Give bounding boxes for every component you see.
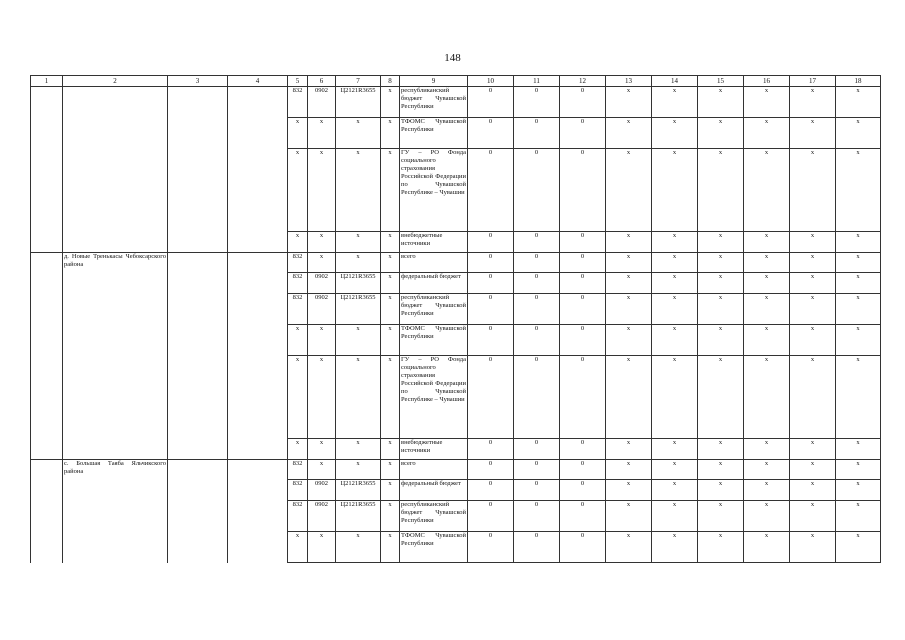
value-cell: 0 (560, 480, 606, 501)
col-4-cell (228, 118, 288, 149)
vr-cell: x (381, 87, 400, 118)
value-cell: x (744, 480, 790, 501)
value-cell: 0 (468, 439, 514, 460)
value-cell: x (836, 460, 881, 480)
value-cell: x (652, 232, 698, 253)
col-4-cell (228, 232, 288, 253)
object-name-cell (63, 273, 168, 294)
object-name-cell (63, 232, 168, 253)
header-col-15: 15 (698, 76, 744, 87)
value-cell: 0 (514, 356, 560, 439)
value-cell: x (744, 273, 790, 294)
table-body (31, 87, 881, 563)
col-3-cell (168, 253, 228, 273)
value-cell: 0 (468, 356, 514, 439)
funding-source-cell: республиканский бюджет Чувашской Республики (400, 87, 468, 118)
value-cell: x (606, 232, 652, 253)
header-col-6: 6 (308, 76, 336, 87)
table-row (31, 325, 881, 356)
col-1-cell (31, 232, 63, 253)
value-cell: 0 (560, 501, 606, 532)
funding-source-cell: внебюджетные источники (400, 232, 468, 253)
col-1-cell (31, 294, 63, 325)
value-cell: 0 (468, 87, 514, 118)
value-cell: x (606, 294, 652, 325)
value-cell: 0 (468, 532, 514, 563)
value-cell: x (790, 532, 836, 563)
col-3-cell (168, 439, 228, 460)
vr-cell: x (381, 480, 400, 501)
rzpr-cell: x (308, 325, 336, 356)
col-1-cell (31, 273, 63, 294)
value-cell: x (836, 325, 881, 356)
value-cell: x (790, 87, 836, 118)
header-col-13: 13 (606, 76, 652, 87)
value-cell: x (698, 460, 744, 480)
value-cell: 0 (514, 149, 560, 232)
grbs-cell: 832 (288, 460, 308, 480)
funding-source-cell: ТФОМС Чувашской Республики (400, 118, 468, 149)
value-cell: x (790, 439, 836, 460)
value-cell: x (652, 460, 698, 480)
value-cell: 0 (560, 118, 606, 149)
value-cell: x (606, 480, 652, 501)
value-cell: 0 (468, 118, 514, 149)
funding-source-cell: федеральный бюджет (400, 273, 468, 294)
header-col-5: 5 (288, 76, 308, 87)
header-col-2: 2 (63, 76, 168, 87)
vr-cell: x (381, 118, 400, 149)
value-cell: x (744, 501, 790, 532)
col-1-cell (31, 325, 63, 356)
table-row (31, 501, 881, 532)
value-cell: x (790, 232, 836, 253)
col-3-cell (168, 118, 228, 149)
funding-source-cell: ТФОМС Чувашской Республики (400, 532, 468, 563)
value-cell: 0 (560, 253, 606, 273)
value-cell: x (606, 149, 652, 232)
value-cell: 0 (514, 294, 560, 325)
funding-source-cell: федеральный бюджет (400, 480, 468, 501)
col-4-cell (228, 273, 288, 294)
value-cell: x (744, 87, 790, 118)
object-name-cell (63, 439, 168, 460)
value-cell: x (698, 232, 744, 253)
value-cell: x (698, 294, 744, 325)
table-row (31, 439, 881, 460)
funding-source-cell: внебюджетные источники (400, 439, 468, 460)
col-3-cell (168, 501, 228, 532)
rzpr-cell: x (308, 118, 336, 149)
rzpr-cell: x (308, 439, 336, 460)
value-cell: x (652, 532, 698, 563)
value-cell: x (836, 356, 881, 439)
vr-cell: x (381, 253, 400, 273)
value-cell: 0 (468, 480, 514, 501)
vr-cell: x (381, 273, 400, 294)
value-cell: x (652, 356, 698, 439)
value-cell: x (744, 439, 790, 460)
csr-cell: Ц2121R3655 (336, 294, 381, 325)
rzpr-cell: 0902 (308, 87, 336, 118)
value-cell: x (744, 118, 790, 149)
table-row (31, 460, 881, 480)
value-cell: x (744, 460, 790, 480)
grbs-cell: 832 (288, 273, 308, 294)
grbs-cell: x (288, 232, 308, 253)
object-name-cell (63, 118, 168, 149)
object-name-cell (63, 480, 168, 501)
value-cell: 0 (560, 87, 606, 118)
col-3-cell (168, 149, 228, 232)
vr-cell: x (381, 232, 400, 253)
header-col-3: 3 (168, 76, 228, 87)
col-3-cell (168, 356, 228, 439)
header-col-9: 9 (400, 76, 468, 87)
value-cell: x (606, 87, 652, 118)
csr-cell: Ц2121R3655 (336, 501, 381, 532)
value-cell: x (698, 87, 744, 118)
col-4-cell (228, 460, 288, 480)
value-cell: x (836, 87, 881, 118)
value-cell: x (652, 480, 698, 501)
csr-cell: x (336, 149, 381, 232)
table-row (31, 532, 881, 563)
col-1-cell (31, 480, 63, 501)
value-cell: x (790, 149, 836, 232)
value-cell: 0 (468, 273, 514, 294)
grbs-cell: x (288, 532, 308, 563)
col-1-cell (31, 439, 63, 460)
value-cell: x (836, 501, 881, 532)
value-cell: x (606, 325, 652, 356)
table-row (31, 87, 881, 118)
object-name-cell (63, 356, 168, 439)
value-cell: 0 (468, 149, 514, 232)
header-col-8: 8 (381, 76, 400, 87)
object-name-cell (63, 501, 168, 532)
value-cell: x (744, 325, 790, 356)
rzpr-cell: x (308, 253, 336, 273)
value-cell: x (698, 253, 744, 273)
value-cell: 0 (560, 325, 606, 356)
value-cell: 0 (514, 118, 560, 149)
value-cell: 0 (468, 253, 514, 273)
col-4-cell (228, 356, 288, 439)
value-cell: x (606, 460, 652, 480)
funding-source-cell: республиканский бюджет Чувашской Республики (400, 294, 468, 325)
vr-cell: x (381, 149, 400, 232)
value-cell: x (652, 325, 698, 356)
value-cell: 0 (514, 501, 560, 532)
col-4-cell (228, 149, 288, 232)
col-3-cell (168, 460, 228, 480)
value-cell: x (790, 273, 836, 294)
value-cell: x (836, 273, 881, 294)
value-cell: 0 (468, 325, 514, 356)
value-cell: 0 (514, 273, 560, 294)
col-4-cell (228, 480, 288, 501)
header-col-12: 12 (560, 76, 606, 87)
rzpr-cell: x (308, 356, 336, 439)
value-cell: 0 (560, 149, 606, 232)
value-cell: x (652, 87, 698, 118)
csr-cell: x (336, 253, 381, 273)
vr-cell: x (381, 460, 400, 480)
object-name-cell (63, 532, 168, 563)
value-cell: 0 (514, 532, 560, 563)
value-cell: 0 (468, 294, 514, 325)
value-cell: x (836, 149, 881, 232)
col-1-cell (31, 87, 63, 118)
table-row (31, 232, 881, 253)
object-name-cell (63, 294, 168, 325)
rzpr-cell: x (308, 232, 336, 253)
rzpr-cell: x (308, 460, 336, 480)
rzpr-cell: 0902 (308, 294, 336, 325)
header-col-7: 7 (336, 76, 381, 87)
value-cell: 0 (560, 532, 606, 563)
object-name-cell (63, 87, 168, 118)
csr-cell: x (336, 439, 381, 460)
value-cell: x (790, 118, 836, 149)
header-row (31, 76, 881, 87)
vr-cell: x (381, 356, 400, 439)
object-name-cell: д. Новые Тренькасы Чебоксарского района (63, 253, 168, 273)
header-col-16: 16 (744, 76, 790, 87)
grbs-cell: x (288, 325, 308, 356)
csr-cell: x (336, 532, 381, 563)
value-cell: x (836, 532, 881, 563)
value-cell: 0 (514, 480, 560, 501)
value-cell: x (744, 356, 790, 439)
grbs-cell: 832 (288, 253, 308, 273)
table-row (31, 273, 881, 294)
header-col-1: 1 (31, 76, 63, 87)
value-cell: x (836, 232, 881, 253)
value-cell: 0 (514, 232, 560, 253)
value-cell: x (698, 439, 744, 460)
value-cell: x (836, 118, 881, 149)
table-row (31, 149, 881, 232)
csr-cell: x (336, 460, 381, 480)
value-cell: x (698, 273, 744, 294)
csr-cell: x (336, 325, 381, 356)
value-cell: x (744, 294, 790, 325)
rzpr-cell: x (308, 149, 336, 232)
value-cell: x (698, 532, 744, 563)
rzpr-cell: 0902 (308, 480, 336, 501)
value-cell: x (698, 118, 744, 149)
col-1-cell (31, 149, 63, 232)
grbs-cell: 832 (288, 294, 308, 325)
value-cell: x (652, 149, 698, 232)
col-4-cell (228, 439, 288, 460)
value-cell: x (744, 253, 790, 273)
grbs-cell: x (288, 149, 308, 232)
col-1-cell (31, 356, 63, 439)
value-cell: x (790, 253, 836, 273)
value-cell: 0 (468, 232, 514, 253)
rzpr-cell: 0902 (308, 501, 336, 532)
col-4-cell (228, 501, 288, 532)
value-cell: x (744, 532, 790, 563)
value-cell: x (606, 501, 652, 532)
funding-source-cell: ГУ – РО Фонда социального страхования Российской Федерации по Чувашской Республике – Чувашии (400, 149, 468, 232)
value-cell: 0 (514, 460, 560, 480)
value-cell: x (652, 118, 698, 149)
object-name-cell: с. Большая Таяба Яльчикского района (63, 460, 168, 480)
value-cell: 0 (514, 325, 560, 356)
col-1-cell (31, 501, 63, 532)
value-cell: x (606, 439, 652, 460)
value-cell: x (836, 253, 881, 273)
value-cell: x (652, 439, 698, 460)
value-cell: x (606, 532, 652, 563)
csr-cell: x (336, 118, 381, 149)
vr-cell: x (381, 294, 400, 325)
rzpr-cell: x (308, 532, 336, 563)
header-col-17: 17 (790, 76, 836, 87)
col-4-cell (228, 294, 288, 325)
value-cell: x (606, 118, 652, 149)
value-cell: x (652, 273, 698, 294)
value-cell: x (652, 501, 698, 532)
value-cell: x (698, 480, 744, 501)
col-1-cell (31, 460, 63, 480)
rzpr-cell: 0902 (308, 273, 336, 294)
value-cell: x (606, 253, 652, 273)
table-row (31, 294, 881, 325)
header-col-14: 14 (652, 76, 698, 87)
table-row (31, 356, 881, 439)
value-cell: x (790, 294, 836, 325)
table-row (31, 480, 881, 501)
vr-cell: x (381, 501, 400, 532)
grbs-cell: x (288, 439, 308, 460)
col-1-cell (31, 253, 63, 273)
funding-source-cell: республиканский бюджет Чувашской Республики (400, 501, 468, 532)
value-cell: x (790, 460, 836, 480)
header-col-18: 18 (836, 76, 881, 87)
col-4-cell (228, 253, 288, 273)
grbs-cell: 832 (288, 87, 308, 118)
funding-source-cell: ГУ – РО Фонда социального страхования Российской Федерации по Чувашской Республике – Чувашии (400, 356, 468, 439)
csr-cell: x (336, 232, 381, 253)
col-3-cell (168, 325, 228, 356)
object-name-cell (63, 149, 168, 232)
value-cell: 0 (468, 460, 514, 480)
col-3-cell (168, 480, 228, 501)
value-cell: 0 (468, 501, 514, 532)
grbs-cell: 832 (288, 501, 308, 532)
value-cell: x (744, 149, 790, 232)
funding-source-cell: всего (400, 460, 468, 480)
table-row (31, 118, 881, 149)
vr-cell: x (381, 532, 400, 563)
col-4-cell (228, 532, 288, 563)
value-cell: x (790, 325, 836, 356)
value-cell: 0 (514, 439, 560, 460)
value-cell: 0 (560, 460, 606, 480)
value-cell: x (698, 325, 744, 356)
value-cell: x (790, 356, 836, 439)
vr-cell: x (381, 439, 400, 460)
value-cell: x (606, 273, 652, 294)
value-cell: x (652, 253, 698, 273)
header-col-11: 11 (514, 76, 560, 87)
budget-table (30, 75, 881, 563)
csr-cell: Ц2121R3655 (336, 480, 381, 501)
header-col-10: 10 (468, 76, 514, 87)
value-cell: x (790, 480, 836, 501)
value-cell: x (836, 294, 881, 325)
table-row (31, 253, 881, 273)
col-4-cell (228, 325, 288, 356)
value-cell: 0 (560, 294, 606, 325)
value-cell: 0 (514, 87, 560, 118)
value-cell: 0 (560, 439, 606, 460)
col-1-cell (31, 532, 63, 563)
value-cell: x (836, 439, 881, 460)
col-3-cell (168, 532, 228, 563)
col-3-cell (168, 232, 228, 253)
csr-cell: x (336, 356, 381, 439)
value-cell: 0 (560, 273, 606, 294)
value-cell: x (790, 501, 836, 532)
value-cell: x (652, 294, 698, 325)
funding-source-cell: ТФОМС Чувашской Республики (400, 325, 468, 356)
col-1-cell (31, 118, 63, 149)
col-3-cell (168, 273, 228, 294)
grbs-cell: x (288, 356, 308, 439)
page-number: 148 (444, 52, 461, 64)
value-cell: 0 (514, 253, 560, 273)
value-cell: x (836, 480, 881, 501)
value-cell: x (606, 356, 652, 439)
value-cell: x (744, 232, 790, 253)
csr-cell: Ц2121R3655 (336, 87, 381, 118)
value-cell: x (698, 356, 744, 439)
col-3-cell (168, 294, 228, 325)
value-cell: x (698, 149, 744, 232)
vr-cell: x (381, 325, 400, 356)
value-cell: 0 (560, 356, 606, 439)
header-col-4: 4 (228, 76, 288, 87)
object-name-cell (63, 325, 168, 356)
col-4-cell (228, 87, 288, 118)
value-cell: x (698, 501, 744, 532)
grbs-cell: x (288, 118, 308, 149)
grbs-cell: 832 (288, 480, 308, 501)
funding-source-cell: всего (400, 253, 468, 273)
value-cell: 0 (560, 232, 606, 253)
col-3-cell (168, 87, 228, 118)
csr-cell: Ц2121R3655 (336, 273, 381, 294)
